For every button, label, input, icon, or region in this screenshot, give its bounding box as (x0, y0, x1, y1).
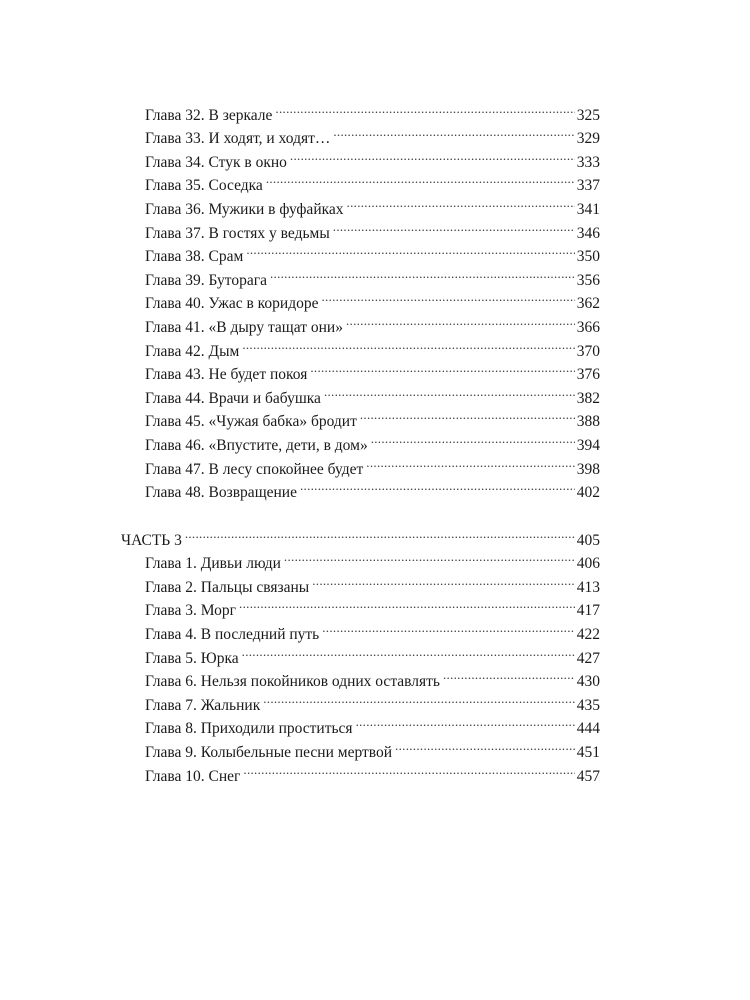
toc-entry-title: Глава 45. «Чужая бабка» бродит (145, 413, 357, 431)
toc-entry-title: Глава 3. Морг (145, 602, 237, 620)
toc-entry (121, 545, 600, 573)
toc-entry-title: Глава 42. Дым (145, 342, 240, 360)
leader-dots (239, 592, 575, 616)
toc-entry-page: 376 (576, 366, 600, 384)
leader-dots (263, 686, 575, 710)
leader-dots (366, 450, 574, 474)
leader-dots (284, 545, 575, 569)
leader-dots (310, 356, 574, 380)
leader-dots (324, 379, 575, 403)
toc-group-part3-chapters (121, 545, 600, 785)
toc-entry-page: 382 (576, 389, 600, 407)
toc-entry-title: Глава 40. Ужас в коридоре (145, 295, 319, 313)
leader-dots (356, 710, 575, 734)
toc-entry-title: Глава 44. Врачи и бабушка (145, 389, 321, 407)
leader-dots (266, 167, 575, 191)
toc-entry-page: 333 (576, 153, 600, 171)
toc-entry-title: Глава 47. В лесу спокойнее будет (145, 460, 364, 478)
leader-dots (246, 238, 574, 262)
table-of-contents (121, 96, 600, 785)
toc-entry-page: 457 (576, 767, 600, 785)
toc-entry-title: Глава 34. Стук в окно (145, 153, 287, 171)
leader-dots (275, 96, 574, 120)
toc-entry-title: Глава 10. Снег (145, 767, 241, 785)
toc-part-heading (121, 521, 600, 549)
leader-dots (360, 403, 575, 427)
toc-entry-page: 337 (576, 177, 600, 195)
toc-entry-title: Глава 46. «Впустите, дети, в дом» (145, 436, 368, 454)
toc-entry-title: Глава 1. Дивьи люди (145, 555, 281, 573)
leader-dots (322, 615, 575, 639)
toc-part-title: ЧАСТЬ 3 (121, 531, 182, 549)
toc-entry-page: 329 (576, 130, 600, 148)
leader-dots (395, 733, 575, 757)
leader-dots (300, 474, 575, 498)
toc-entry-page: 406 (576, 555, 600, 573)
toc-group-part2-chapters (121, 96, 600, 502)
toc-entry-title: Глава 33. И ходят, и ходят… (145, 130, 331, 148)
leader-dots (185, 521, 575, 545)
leader-dots (443, 663, 575, 687)
toc-entry-title: Глава 43. Не будет покоя (145, 366, 308, 384)
toc-entry-page: 350 (576, 248, 600, 266)
toc-entry-title: Глава 38. Срам (145, 248, 244, 266)
toc-entry-title: Глава 6. Нельзя покойников одних оставлять (145, 673, 440, 691)
toc-entry-page: 366 (576, 318, 600, 336)
toc-entry-page: 388 (576, 413, 600, 431)
toc-entry-title: Глава 48. Возвращение (145, 484, 297, 502)
toc-entry-title: Глава 35. Соседка (145, 177, 263, 195)
toc-entry-page: 346 (576, 224, 600, 242)
toc-entry-page: 451 (576, 744, 600, 762)
leader-dots (333, 120, 574, 144)
leader-dots (321, 285, 574, 309)
toc-entry-page: 394 (576, 436, 600, 454)
toc-entry-title: Глава 2. Пальцы связаны (145, 578, 310, 596)
toc-entry-page: 427 (576, 649, 600, 667)
leader-dots (333, 214, 575, 238)
toc-entry-page: 325 (576, 106, 600, 124)
leader-dots (242, 639, 575, 663)
leader-dots (371, 426, 575, 450)
toc-entry (121, 96, 600, 124)
toc-entry-page: 435 (576, 696, 600, 714)
toc-entry-title: Глава 9. Колыбельные песни мертвой (145, 744, 393, 762)
toc-entry-page: 356 (576, 271, 600, 289)
toc-entry-title: Глава 36. Мужики в фуфайках (145, 200, 344, 218)
toc-part-page: 405 (576, 531, 600, 549)
leader-dots (346, 308, 575, 332)
leader-dots (290, 143, 575, 167)
leader-dots (347, 190, 575, 214)
toc-entry-page: 422 (576, 626, 600, 644)
leader-dots (312, 568, 575, 592)
toc-entry-title: Глава 5. Юрка (145, 649, 239, 667)
toc-entry-page: 402 (576, 484, 600, 502)
toc-entry-title: Глава 4. В последний путь (145, 626, 320, 644)
toc-entry-page: 413 (576, 578, 600, 596)
toc-entry-page: 417 (576, 602, 600, 620)
toc-entry-page: 444 (576, 720, 600, 738)
leader-dots (242, 332, 574, 356)
toc-entry-page: 341 (576, 200, 600, 218)
toc-entry-title: Глава 7. Жальник (145, 696, 261, 714)
toc-entry-page: 362 (576, 295, 600, 313)
toc-entry-title: Глава 32. В зеркале (145, 106, 273, 124)
toc-entry-title: Глава 41. «В дыру тащат они» (145, 318, 343, 336)
toc-entry-title: Глава 37. В гостях у ведьмы (145, 224, 330, 242)
leader-dots (243, 757, 574, 781)
toc-entry-page: 430 (576, 673, 600, 691)
toc-entry-page: 370 (576, 342, 600, 360)
toc-entry-title: Глава 39. Буторага (145, 271, 267, 289)
leader-dots (270, 261, 575, 285)
toc-entry-page: 398 (576, 460, 600, 478)
toc-entry-title: Глава 8. Приходили проститься (145, 720, 353, 738)
